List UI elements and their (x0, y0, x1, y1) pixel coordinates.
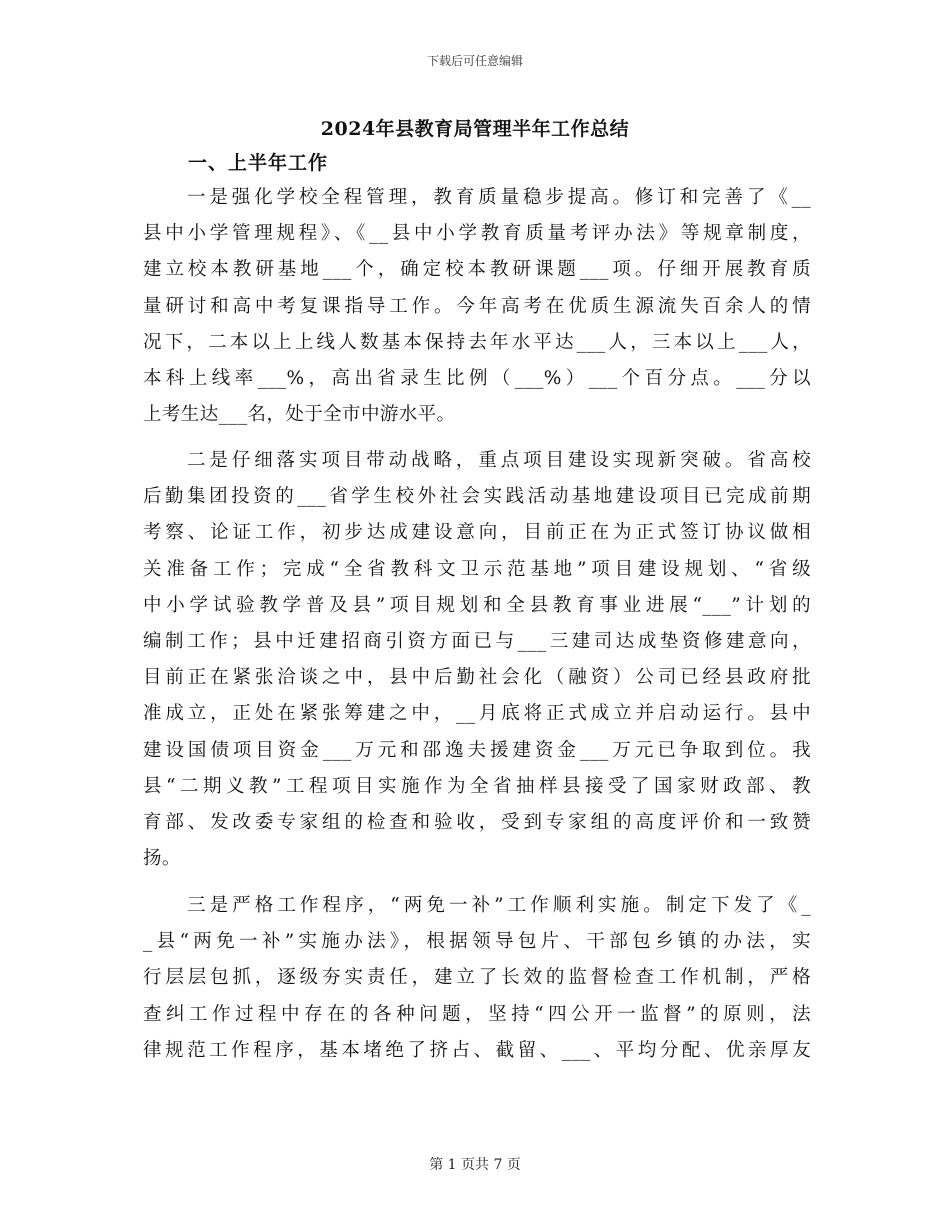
document-title: 2024年县教育局管理半年工作总结 (320, 118, 630, 140)
paragraph-line: 县“二期义教”工程项目实施作为全省抽样县接受了国家财政部、教 (143, 775, 811, 797)
page-header-note: 下载后可任意编辑 (426, 54, 523, 68)
paragraph-line: 量研讨和高中考复课指导工作。今年高考在优质生源流失百余人的情 (143, 295, 811, 317)
paragraph-line: 律规范工作程序，基本堵绝了挤占、截留、___、平均分配、优亲厚友 (143, 1039, 811, 1061)
paragraph-line: 编制工作；县中迁建招商引资方面已与___三建司达成垫资修建意向， (143, 631, 811, 653)
paragraph-line: 目前正在紧张洽谈之中，县中后勤社会化（融资）公司已经县政府批 (143, 667, 811, 689)
page-number-footer: 第 1 页共 7 页 (429, 1157, 521, 1173)
paragraph-line: 建立校本教研基地___个，确定校本教研课题___项。仔细开展教育质 (143, 259, 811, 281)
paragraph-line: 准成立，正处在紧张筹建之中，__月底将正式成立并启动运行。县中 (143, 703, 811, 725)
paragraph-line: 上考生达___名，处于全市中游水平。 (143, 404, 456, 426)
paragraph-line: 考察、论证工作，初步达成建设意向，目前正在为正式签订协议做相 (143, 522, 811, 544)
paragraph-line: 行层层包抓，逐级夯实责任，建立了长效的监督检查工作机制，严格 (143, 967, 811, 989)
paragraph-line: 本科上线率___%，高出省录生比例（___%）___个百分点。___分以 (143, 368, 811, 390)
paragraph-3 (143, 888, 811, 1069)
paragraph-line: 查纠工作过程中存在的各种问题，坚持“四公开一监督”的原则，法 (143, 1003, 811, 1025)
paragraph-line: 县中小学管理规程》、《__县中小学教育质量考评办法》等规章制度， (143, 223, 811, 245)
paragraph-line: 扬。 (143, 848, 181, 870)
paragraph-line: _县“两免一补”实施办法》，根据领导包片、干部包乡镇的办法，实 (143, 931, 811, 953)
paragraph-line: 中小学试验教学普及县”项目规划和全县教育事业进展“___”计划的 (143, 594, 811, 616)
paragraph-line: 一是强化学校全程管理，教育质量稳步提高。修订和完善了《__ (187, 187, 811, 208)
paragraph-line: 后勤集团投资的___省学生校外社会实践活动基地建设项目已完成前期 (143, 486, 811, 508)
paragraph-line: 三是严格工作程序，“两免一补”工作顺利实施。制定下发了《_ (187, 895, 811, 916)
paragraph-line: 二是仔细落实项目带动战略，重点项目建设实现新突破。省高校 (187, 450, 811, 471)
paragraph-2 (143, 443, 811, 877)
paragraph-line: 况下，二本以上上线人数基本保持去年水平达___人，三本以上___人， (143, 331, 811, 353)
paragraph-1 (143, 180, 811, 433)
paragraph-line: 育部、发改委专家组的检查和验收，受到专家组的高度评价和一致赞 (143, 812, 811, 834)
section-heading: 一、上半年工作 (188, 152, 329, 174)
paragraph-line: 关准备工作；完成“全省教科文卫示范基地”项目建设规划、“省级 (143, 558, 811, 580)
paragraph-line: 建设国债项目资金___万元和邵逸夫援建资金___万元已争取到位。我 (143, 739, 811, 761)
